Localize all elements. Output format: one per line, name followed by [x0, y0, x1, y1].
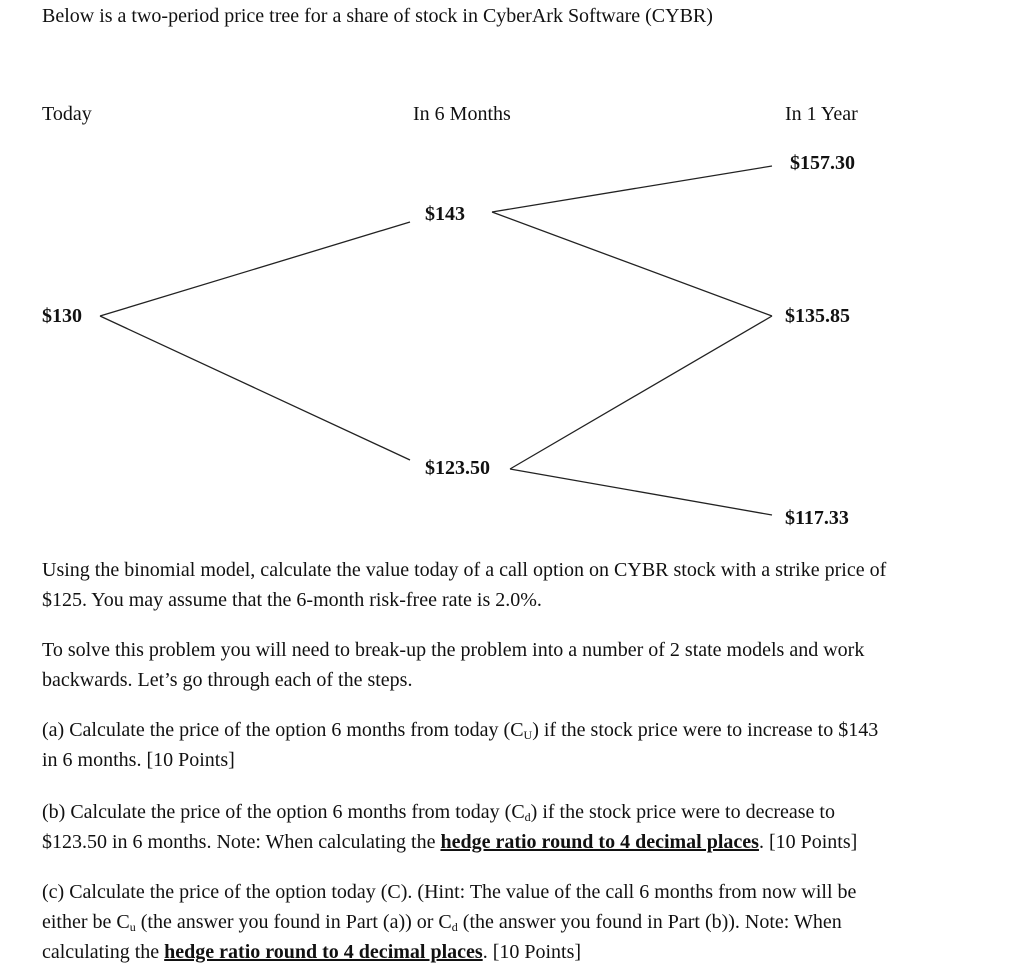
part-b-line-1: (b) Calculate the price of the option 6 months from today $(C_d)$ if the stock price were to decrease to: [42, 801, 835, 824]
instructions-line-1: To solve this problem you will need to break-up the problem into a number of 2 state models and work: [42, 639, 865, 661]
part-c-line-1: (c) Calculate the price of the option today (C). (Hint: The value of the call 6 months from now will be: [42, 881, 857, 903]
part-c-line-3: calculating the hedge ratio round to 4 decimal places. [10 Points]: [42, 941, 582, 963]
price-dd-1y: $117.33: [785, 507, 849, 529]
price-today: $130: [42, 305, 82, 327]
intro-text: Below is a two-period price tree for a share of stock in CyberArk Software (CYBR): [42, 5, 713, 27]
price-uu-1y: $157.30: [790, 152, 855, 174]
question-line-2: $125. You may assume that the 6-month risk-free rate is 2.0%.: [42, 589, 542, 611]
hedge-ratio-note: hedge ratio round to 4 decimal places: [164, 941, 483, 963]
header-today: Today: [42, 103, 92, 125]
question-line-1: Using the binomial model, calculate the value today of a call option on CYBR stock with a strike price of: [42, 559, 887, 581]
branch-up-upup: [492, 166, 772, 212]
part-b-line-2: $123.50 in 6 months. Note: When calculating the hedge ratio round to 4 decimal places. [10 Points]: [42, 831, 858, 853]
part-c-line-2: either be $C_u$ (the answer you found in Part (a)) or $C_d$ (the answer you found in Part (b)). Note: When: [42, 911, 842, 934]
instructions-paragraph: [42, 635, 1012, 695]
part-c: [42, 877, 1012, 967]
hedge-ratio-note: hedge ratio round to 4 decimal places: [440, 831, 759, 853]
header-6-months: In 6 Months: [413, 103, 511, 125]
part-b: [42, 797, 1012, 857]
price-ud-1y: $135.85: [785, 305, 850, 327]
branch-today-up: [100, 222, 410, 316]
header-1-year: In 1 Year: [785, 103, 858, 125]
price-down-6m: $123.50: [425, 457, 490, 479]
part-a: [42, 715, 1012, 775]
part-a-line-2: in 6 months. [10 Points]: [42, 749, 235, 771]
question-paragraph: [42, 555, 1012, 615]
branch-today-down: [100, 316, 410, 460]
branch-down-downdown: [510, 469, 772, 515]
instructions-line-2: backwards. Let’s go through each of the steps.: [42, 669, 413, 691]
branch-up-updown: [492, 212, 772, 316]
price-up-6m: $143: [425, 203, 465, 225]
branch-down-updown: [510, 316, 772, 469]
part-a-line-1: (a) Calculate the price of the option 6 months from today $(C_U)$ if the stock price were to increase to $143: [42, 719, 879, 742]
